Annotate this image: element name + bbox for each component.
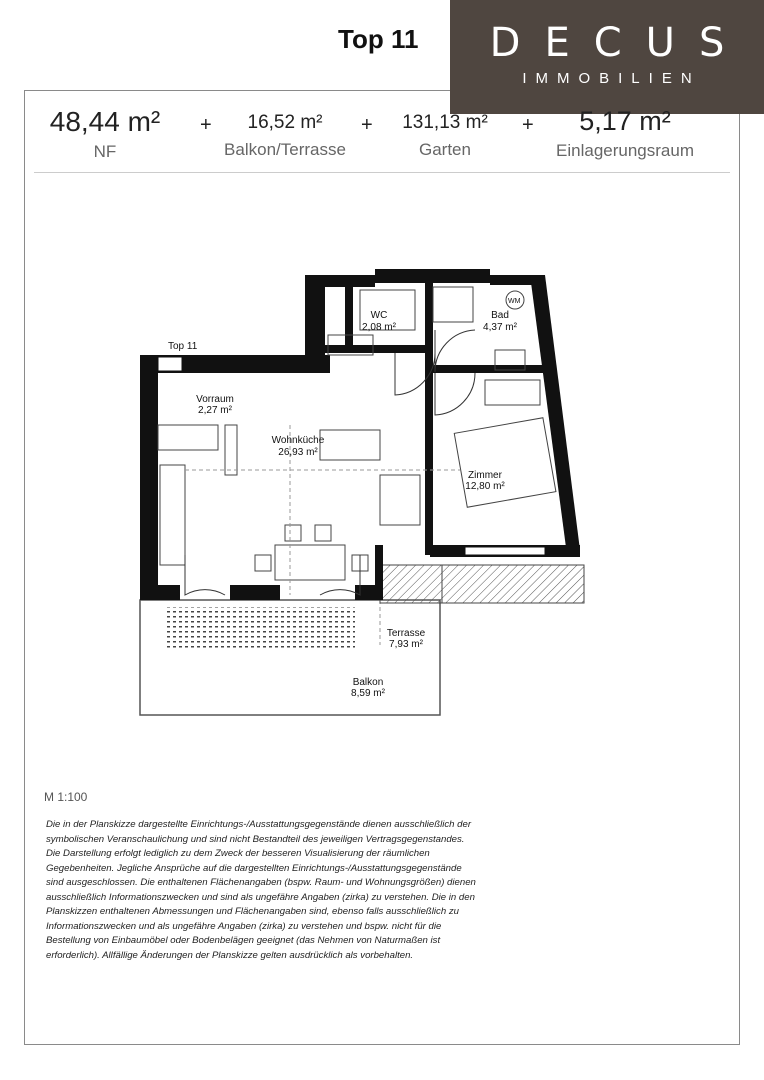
room-area: 12,80 m² (465, 481, 505, 492)
room-name: Zimmer (468, 470, 502, 481)
area-nf (30, 106, 180, 162)
chair (255, 555, 271, 571)
bed (454, 418, 556, 507)
area-nf-label: NF (93, 142, 117, 161)
area-divider (34, 172, 730, 173)
chair (315, 525, 331, 541)
area-balkon-label: Balkon/Terrasse (224, 140, 346, 159)
chair (285, 525, 301, 541)
entrance-label: Top 11 (168, 341, 198, 352)
room-name: Wohnküche (271, 435, 325, 446)
plus-sign: + (522, 114, 534, 136)
decus-logo[interactable] (450, 0, 764, 114)
room-name: Bad (491, 310, 509, 321)
shower (433, 287, 473, 322)
terrace-tile (442, 565, 584, 603)
room-area: 8,59 m² (351, 688, 385, 699)
unit-title: Top 11 (338, 24, 419, 54)
area-garten (385, 106, 505, 160)
wardrobe (158, 425, 218, 450)
area-einlagerung (540, 106, 710, 161)
area-nf-value: 48,44 m² (49, 106, 161, 137)
room-area: 26,93 m² (278, 447, 318, 458)
room-name: WC (370, 310, 388, 321)
shoe-rack (225, 425, 237, 475)
kitchen-counter (160, 465, 185, 565)
dining-table (275, 545, 345, 580)
room-name: Vorraum (196, 394, 234, 405)
wardrobe-zimmer (485, 380, 540, 405)
room-area: 2,08 m² (362, 322, 396, 333)
area-einlagerung-value: 5,17 m² (579, 106, 671, 136)
sofa (320, 430, 380, 460)
windows (158, 357, 545, 555)
logo-subtitle: IMMOBILIEN (522, 70, 701, 87)
washer-label: WM (508, 298, 521, 305)
room-area: 2,27 m² (198, 405, 232, 416)
room-area: 4,37 m² (483, 322, 517, 333)
logo-brand: DECUS (489, 20, 749, 66)
area-einlagerung-label: Einlagerungsraum (556, 141, 694, 160)
area-garten-value: 131,13 m² (402, 112, 488, 133)
floor-plan (130, 265, 590, 725)
terrace-tile (380, 565, 442, 603)
plus-sign: + (200, 114, 212, 136)
area-summary (30, 106, 730, 168)
room-area: 7,93 m² (389, 639, 423, 650)
scale-label: M 1:100 (44, 790, 88, 804)
room-name: Terrasse (386, 628, 426, 639)
area-balkon-terrasse (215, 106, 355, 160)
disclaimer-text: Die in der Planskizze dargestellte Einrichtungs-/Ausstattungsgegenstände dienen ausschließlich der symbolischen Veranschaulichung und sind nicht Bestandteil des jeweiligen Vertragsgegenstandes. Die Darstellung erfolgt lediglich zu dem Zweck der besseren Visualisierung der räumlichen Gegebenheiten. Jegliche Ansprüche auf die dargestellten Einrichtungs-/Ausstattungsgegenstände sind ausgeschlossen. Die enthaltenen Flächenangaben (bspw. Raum- und Wohnungsgrößen) dienen ausschließlich Informationszwecken und sind als ungefähre Angaben (zirka) zu verstehen. Die in den Planskizzen enthaltenen Abmessungen und Flächenangaben sind, ebenso falls ausschließlich zu Informationszwecken und als ungefähre Angaben (zirka) zu verstehen und bspw. nicht für die Bestellung von Einbaumöbel oder Bodenbelägen geeignet (das Nehmen von Naturmaßen ist erforderlich). Allfällige Änderungen der Planskizze gelten ausdrücklich als vorbehalten. (46, 819, 476, 961)
area-balkon-value: 16,52 m² (247, 112, 323, 133)
balcony-planter (165, 607, 355, 649)
sofa-chaise (380, 475, 420, 525)
plus-sign: + (361, 114, 373, 136)
area-garten-label: Garten (419, 140, 471, 159)
room-name: Balkon (352, 677, 384, 688)
